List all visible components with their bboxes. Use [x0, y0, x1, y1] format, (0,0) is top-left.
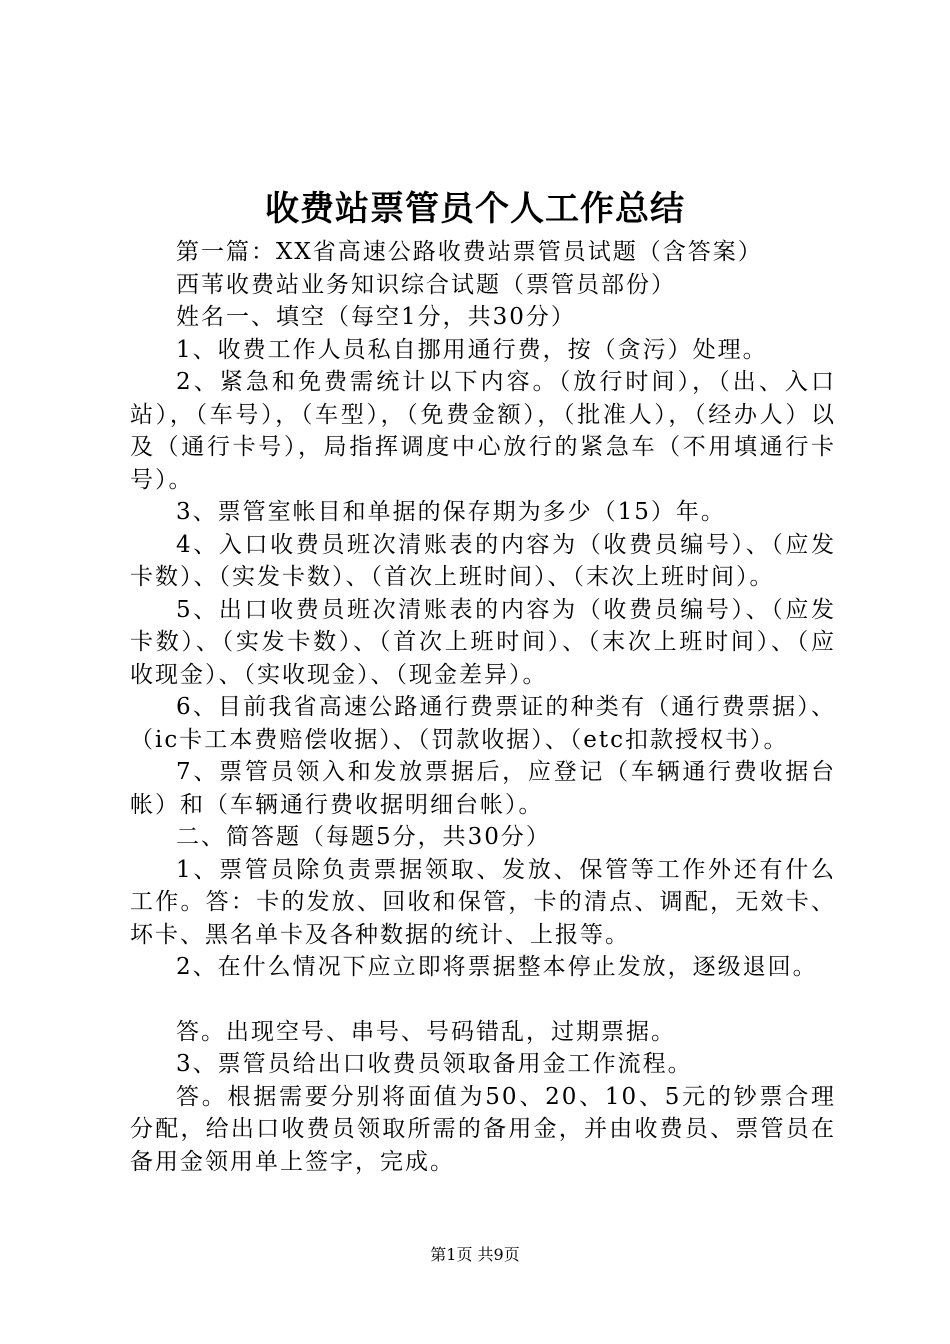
- paragraph-1: 第一篇：XX省高速公路收费站票管员试题（含答案）: [176, 239, 763, 265]
- paragraph-11: 二、简答题（每题5分，共30分）: [176, 824, 551, 850]
- page-footer: 第1页 共9页: [430, 1245, 520, 1264]
- paragraph-15: 3、票管员给出口收费员领取备用金工作流程。: [176, 1051, 693, 1077]
- paragraph-3: 姓名一、填空（每空1分，共30分）: [176, 304, 576, 330]
- paragraph-6: 3、票管室帐目和单据的保存期为多少（15）年。: [176, 499, 726, 525]
- paragraph-12: 1、票管员除负责票据领取、发放、保管等工作外还有什么工作。答：卡的发放、回收和保管，卡的清点、调配，无效卡、坏卡、黑名单卡及各种数据的统计、上报等。: [130, 856, 836, 948]
- document-title: 收费站票管员个人工作总结: [265, 189, 685, 229]
- paragraph-13: 2、在什么情况下应立即将票据整本停止发放，逐级退回。: [176, 954, 818, 980]
- paragraph-4: 1、收费工作人员私自挪用通行费，按（贪污）处理。: [176, 336, 768, 363]
- paragraph-10: 7、票管员领入和发放票据后，应登记（车辆通行费收据台帐）和（车辆通行费收据明细台帐）。: [130, 759, 836, 818]
- paragraph-5: 2、紧急和免费需统计以下内容。（放行时间），（出、入口站），（车号），（车型），（免费金额），（批准人），（经办人）以及（通行卡号），局指挥调度中心放行的紧急车（不用填通行卡号）。: [130, 369, 836, 493]
- paragraph-16: 答。根据需要分别将面值为50、20、10、5元的钞票合理分配，给出口收费员领取所需的备用金，并由收费员、票管员在备用金领用单上签字，完成。: [130, 1083, 836, 1175]
- paragraph-8: 5、出口收费员班次清账表的内容为（收费员编号）、（应发卡数）、（实发卡数）、（首次上班时间）、（末次上班时间）、（应收现金）、（实收现金）、（现金差异）。: [130, 596, 836, 688]
- paragraph-7: 4、入口收费员班次清账表的内容为（收费员编号）、（应发卡数）、（实发卡数）、（首次上班时间）、（末次上班时间）。: [130, 531, 836, 590]
- paragraph-14: 答。出现空号、串号、号码错乱，过期票据。: [176, 1018, 676, 1045]
- paragraph-9: 6、目前我省高速公路通行费票证的种类有（通行费票据）、（ic卡工本费赔偿收据）、（罚款收据）、（etc扣款授权书）。: [130, 694, 836, 753]
- paragraph-2: 西苇收费站业务知识综合试题（票管员部份）: [176, 271, 676, 298]
- document-body: [130, 236, 836, 1178]
